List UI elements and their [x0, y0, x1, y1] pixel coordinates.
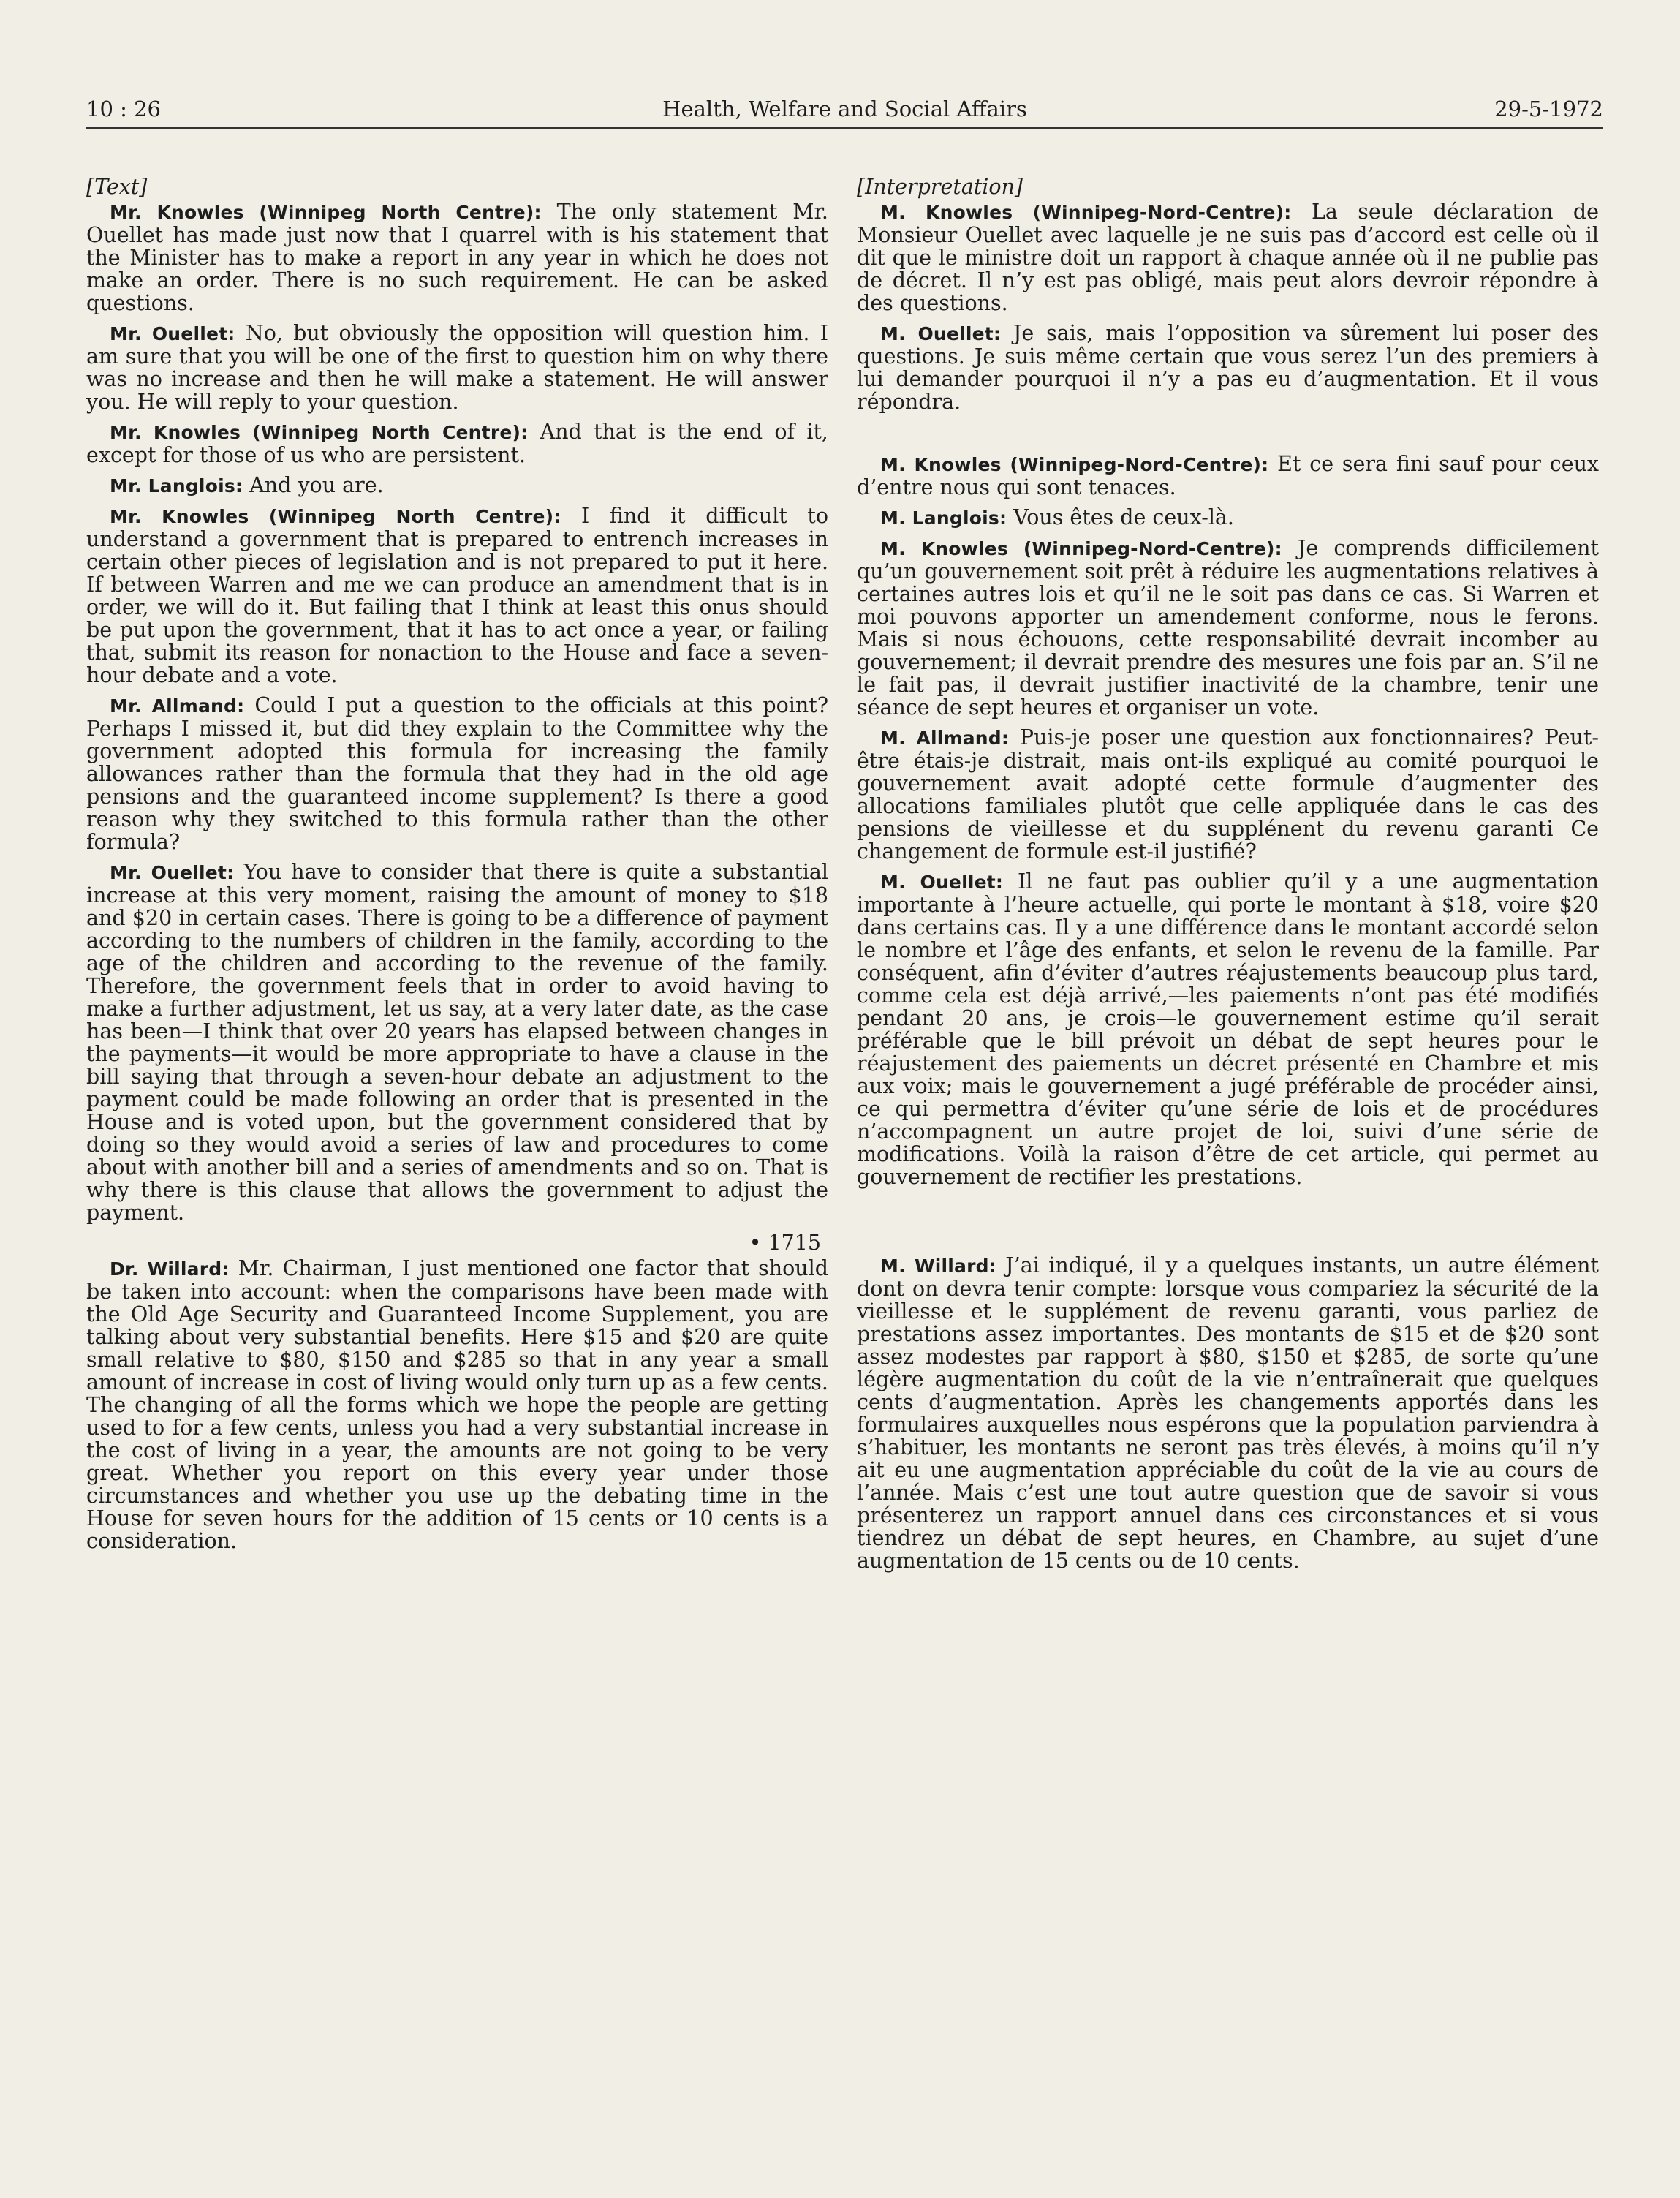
speech-paragraph — [857, 453, 1599, 499]
speech-text: Puis-je poser une question aux fonctionnaires? Peut-être étais-je distrait, mais ont-ils expliqué au comité pourquoi le gouvernement avait adopté cette formule d’augmenter des allocations familiales plutôt que celle appliquée dans le cas des pensions de vieillesse et du supplénent du revenu garanti Ce changement de formule est-il justifié? — [857, 725, 1599, 864]
speech-text: Could I put a question to the officials at this point? Perhaps I missed it, but did they explain to the Committee why the government adopted this formula for increasing the family allowances rather than the formula that they had in the old age pensions and the guaranteed income supplement? Is there a good reason why they switched to this formula rather than the other formula? — [86, 693, 828, 854]
speaker-name: M. Ouellet: — [880, 872, 1004, 893]
speaker-name: M. Langlois: — [880, 507, 1007, 529]
speech-paragraph — [86, 1257, 828, 1552]
french-column — [857, 175, 1599, 1579]
speaker-name: Mr. Ouellet: — [110, 323, 235, 344]
speaker-name: M. Knowles (Winnipeg-Nord-Centre): — [880, 202, 1292, 223]
speaker-name: Mr. Langlois: — [110, 475, 243, 496]
speech-text: Et ce sera fini sauf pour ceux d’entre nous qui sont tenaces. — [857, 452, 1600, 499]
speech-text: I find it difficult to understand a government that is prepared to entrench increases in certain other pieces of legislation and is not prepared to put it here. If between Warren and me we can produce an amendment that is in order, we will do it. But failing that I think at least this onus should be put upon the government, that it has to act once a year, or failing that, submit its reason for nonaction to the House and face a seven-hour debate and a vote. — [86, 504, 829, 687]
speaker-name: M. Knowles (Winnipeg-Nord-Centre): — [880, 538, 1282, 559]
speech-text: No, but obviously the opposition will question him. I am sure that you will be one of the first to question him on why there was no increase and then he will make a statement. He will answer you. He will reply to your question. — [86, 321, 828, 414]
speech-paragraph — [857, 870, 1599, 1188]
speaker-name: Mr. Knowles (Winnipeg North Centre): — [110, 506, 561, 527]
speech-text: Mr. Chairman, I just mentioned one factor that should be taken into account: when the comparisons have been made with the Old Age Security and Guaranteed Income Supplement, you are talking about very substantial benefits. Here $15 and $20 are quite small relative to $80, $150 and $285 so that in any year a small amount of increase in cost of living would only turn up as a few cents. The changing of all the forms which we hope the people are getting used to for a few cents, unless you had a very substantial increase in the cost of living in a year, the amounts are not going to be very great. Whether you report on this every year under those circumstances and whether you use up the debating time in the House for seven hours for the addition of 15 cents or 10 cents is a consideration. — [86, 1256, 829, 1553]
speech-text: And that is the end of it, except for those of us who are persistent. — [86, 420, 828, 467]
english-column — [86, 175, 828, 1560]
speech-text: Je sais, mais l’opposition va sûrement lui poser des questions. Je suis même certain que vous serez l’un des premiers à lui demander pourquoi il n’y a pas eu d’augmentation. Et il vous répondra. — [857, 321, 1600, 414]
page-header — [86, 88, 1603, 129]
speech-text: You have to consider that there is quite a substantial increase at this very moment, raising the amount of money to $18 and $20 in certain cases. There is going to be a difference of payment according to the numbers of children in the family, according to the age of the children and according to the revenue of the family. Therefore, the government feels that in order to avoid having to make a further adjustment, let us say, at a very later date, as the case has been—I think that over 20 years has elapsed between changes in the payments—it would be more appropriate to have a clause in the bill saying that through a seven-hour debate an adjustment to the payment could be made following an order that is presented in the House and is voted upon, but the government considered that by doing so they would avoid a series of law and procedures to come about with another bill and a series of amendments and so on. That is why there is this clause that allows the government to adjust the payment. — [86, 860, 828, 1225]
speech-paragraph — [857, 726, 1599, 863]
speech-paragraph — [857, 322, 1599, 413]
speaker-name: Mr. Allmand: — [110, 695, 245, 717]
page-date: 29-5-1972 — [1494, 97, 1603, 121]
speaker-name: Mr. Ouellet: — [110, 862, 235, 883]
speech-paragraph — [86, 420, 828, 467]
speech-paragraph — [857, 200, 1599, 314]
speech-text: Il ne faut pas oublier qu’il y a une augmentation importante à l’heure actuelle, qui porte le montant à $18, voire $20 dans certains cas. Il y a une différence dans le montant accordé selon le nombre et l’âge des enfants, et selon le revenu de la famille. Par conséquent, afin d’éviter d’autres réajustements beaucoup plus tard, comme cela est déjà arrivé,—les paiements n’ont pas été modifiés pendant 20 ans, je crois—le gouvernement estime qu’il serait préférable que le bill prévoit un débat de sept heures pour le réajustement des paiements un décret présenté en Chambre et mis aux voix; mais le gouvernement a jugé préférable de procéder ainsi, ce qui permettra d’éviter qu’une série de lois et de procédures n’accompagnent un autre projet de loi, suivi d’une série de modifications. Voilà la raison d’être de cet article, qui permet au gouvernement de rectifier les prestations. — [857, 869, 1600, 1189]
speech-text: La seule déclaration de Monsieur Ouellet avec laquelle je ne suis pas d’accord est celle où il dit que le ministre doit un rapport à chaque année où il ne publie pas de décret. Il n’y est pas obligé, mais peut alors devroir répondre à des questions. — [857, 200, 1600, 315]
speech-text: J’ai indiqué, il y a quelques instants, un autre élément dont on devra tenir compte: lorsque vous compariez la sécurité de la vieillesse et le supplément de revenu garanti, vous parliez de prestations assez importantes. Des montants de $15 et de $20 sont assez modestes par rapport à $80, $150 et $285, de sorte qu’une légère augmentation du coût de la vie n’entraînerait que quelques cents d’augmentation. Après les changements apportés dans les formulaires auxquelles nous espérons que la population parviendra à s’habituer, les montants ne seront pas très élevés, à moins qu’il n’y ait eu une augmentation appréciable du coût de la vie au cours de l’année. Mais c’est une tout autre question que de savoir si vous présenterez un rapport annuel dans ces circonstances et si vous tiendrez un débat de sept heures, en Chambre, au sujet d’une augmentation de 15 cents ou de 10 cents. — [857, 1253, 1599, 1573]
speech-paragraph — [857, 537, 1599, 719]
speaker-name: M. Willard: — [880, 1255, 996, 1277]
speech-text: Vous êtes de ceux-là. — [1007, 505, 1234, 529]
timestamp: • 1715 — [749, 1231, 821, 1255]
speaker-name: Mr. Knowles (Winnipeg North Centre): — [110, 422, 529, 443]
speech-text: And you are. — [243, 473, 384, 497]
page-title: Health, Welfare and Social Affairs — [662, 97, 1027, 121]
speaker-name: M. Allmand: — [880, 728, 1010, 749]
speaker-name: M. Knowles (Winnipeg-Nord-Centre): — [880, 454, 1269, 475]
speaker-name: M. Ouellet: — [880, 323, 1002, 344]
speech-paragraph — [86, 694, 828, 853]
speech-paragraph — [86, 505, 828, 687]
speech-text: The only statement Mr. Ouellet has made just now that I quarrel with is his statement that the Minister has to make a report in any year in which he does not make an order. There is no such requirement. He can be asked questions. — [86, 200, 828, 315]
section-tag: [Interpretation] — [857, 175, 1023, 199]
speech-paragraph — [86, 474, 828, 497]
page-number: 10 : 26 — [86, 97, 162, 121]
column-spacer — [857, 420, 1599, 453]
speech-paragraph — [86, 322, 828, 413]
speech-paragraph — [86, 200, 828, 314]
speech-paragraph — [86, 861, 828, 1224]
speaker-name: Dr. Willard: — [110, 1258, 230, 1280]
column-spacer — [857, 1196, 1599, 1254]
speech-paragraph — [857, 1254, 1599, 1572]
speaker-name: Mr. Knowles (Winnipeg North Centre): — [110, 202, 542, 223]
section-tag: [Text] — [86, 175, 148, 199]
speech-text: Je comprends difficilement qu’un gouvernement soit prêt à réduire les augmentations relatives à certaines autres lois et qu’il ne le soit pas dans ce cas. Si Warren et moi pouvons apporter un amendement conforme, nous le ferons. Mais si nous échouons, cette responsabilité devrait incomber au gouvernement; il devrait prendre des mesures une fois par an. S’il ne le fait pas, il devrait justifier inactivité de la chambre, tenir une séance de sept heures et organiser un vote. — [857, 536, 1599, 720]
speech-paragraph — [857, 506, 1599, 529]
